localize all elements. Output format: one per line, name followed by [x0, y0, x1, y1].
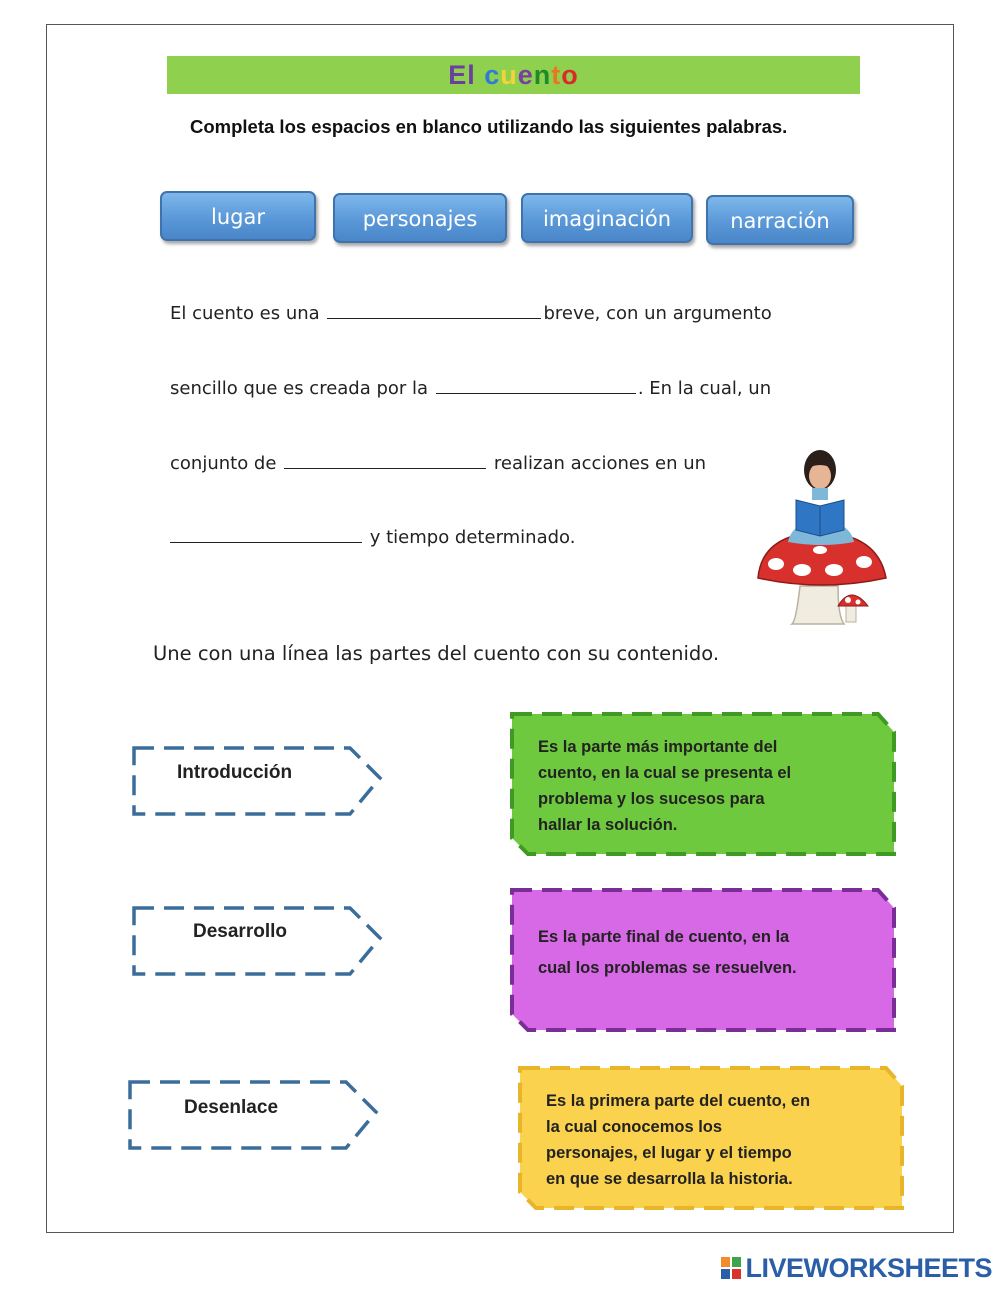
- line-4-after: y tiempo determinado.: [369, 527, 576, 548]
- line-1-before: El cuento es una: [170, 303, 320, 324]
- part-label-desenlace: Desenlace: [184, 1097, 279, 1118]
- line-3-after: realizan acciones en un: [493, 453, 707, 474]
- word-button-lugar[interactable]: lugar: [160, 191, 316, 241]
- description-1-line: hallar la solución.: [538, 816, 678, 834]
- description-2-line: Es la parte final de cuento, en la: [538, 928, 790, 946]
- paragraph-line-2: [170, 375, 771, 399]
- word-button-narracion[interactable]: narración: [706, 195, 854, 245]
- title-letter: E: [448, 60, 468, 90]
- liveworksheets-logo-icon: [721, 1257, 741, 1279]
- page-title: [448, 60, 579, 90]
- reading-girl-mushroom-illustration: [752, 446, 892, 628]
- footer-brand-text: LIVEWORKSHEETS: [745, 1253, 992, 1283]
- description-1-line: cuento, en la cual se presenta el: [538, 764, 792, 782]
- line-1-after: breve, con un argumento: [543, 303, 772, 324]
- description-3-line: personajes, el lugar y el tiempo: [546, 1144, 792, 1162]
- line-2-after: . En la cual, un: [637, 378, 772, 399]
- title-letter: e: [517, 60, 534, 90]
- title-letter: c: [484, 60, 501, 90]
- title-letter: t: [551, 60, 562, 90]
- paragraph-line-1: [170, 300, 772, 324]
- description-1-line: Es la parte más importante del: [538, 738, 778, 756]
- title-letter: o: [561, 60, 579, 90]
- description-text-2: [538, 924, 797, 981]
- paragraph-line-3: [170, 450, 706, 474]
- description-3-line: la cual conocemos los: [546, 1118, 723, 1136]
- title-letter: [476, 60, 485, 90]
- line-3-before: conjunto de: [170, 453, 277, 474]
- description-3-line: Es la primera parte del cuento, en: [546, 1092, 811, 1110]
- paragraph-line-4: [170, 524, 575, 548]
- word-button-personajes[interactable]: personajes: [333, 193, 507, 243]
- part-label-introduccion: Introducción: [177, 762, 293, 783]
- description-2-line: cual los problemas se resuelven.: [538, 959, 797, 977]
- description-1-line: problema y los sucesos para: [538, 790, 765, 808]
- title-letter: l: [467, 60, 476, 90]
- match-instruction: Une con una línea las partes del cuento con su contenido.: [153, 642, 720, 665]
- word-button-imaginacion[interactable]: imaginación: [521, 193, 693, 243]
- description-text-3: [546, 1088, 810, 1192]
- blank-2-input[interactable]: [436, 375, 636, 394]
- description-3-line: en que se desarrolla la historia.: [546, 1170, 793, 1188]
- blank-3-input[interactable]: [284, 450, 486, 469]
- instruction-text: Completa los espacios en blanco utilizando las siguientes palabras.: [190, 116, 788, 137]
- blank-1-input[interactable]: [327, 300, 541, 319]
- liveworksheets-logo: [721, 1253, 992, 1284]
- title-letter: n: [533, 60, 552, 90]
- blank-4-input[interactable]: [170, 524, 362, 543]
- title-bar: [167, 56, 860, 94]
- line-2-before: sencillo que es creada por la: [170, 378, 429, 399]
- part-label-desarrollo: Desarrollo: [193, 921, 287, 942]
- title-letter: u: [500, 60, 518, 90]
- description-text-1: [538, 734, 791, 838]
